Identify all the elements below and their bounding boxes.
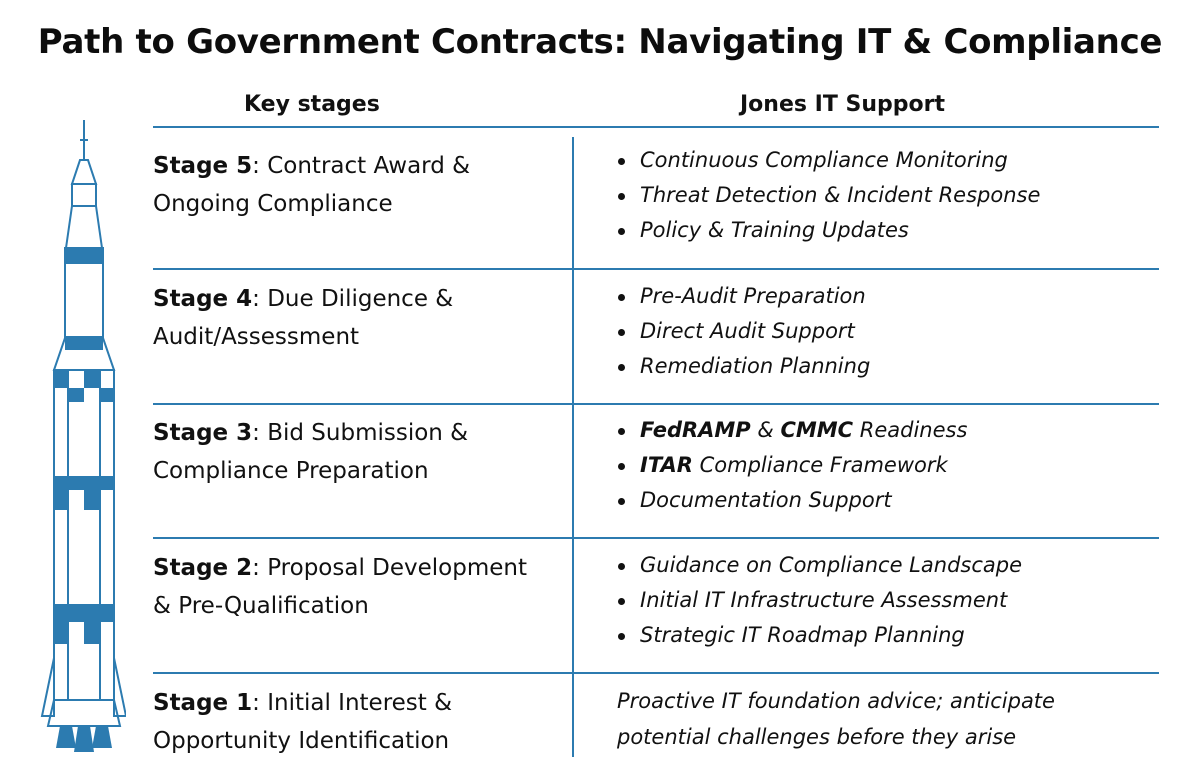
column-divider [572,137,574,757]
advice-line: Proactive IT foundation advice; anticipate [617,689,1055,713]
fedramp-term: FedRAMP [640,418,751,442]
stage-title: : Proposal Development [252,555,527,581]
stage-2-label [153,549,563,625]
list-item: Pre-Audit Preparation [612,279,1172,314]
list-item: Remediation Planning [612,349,1172,384]
list-item: Documentation Support [612,483,1172,518]
column-header-key-stages: Key stages [244,92,380,117]
stage-number: Stage 5 [153,153,253,179]
list-item: Policy & Training Updates [612,213,1172,248]
conjunction: & [750,418,781,442]
stage-5-label [153,147,563,223]
row-divider [153,537,1159,539]
cmmc-term: CMMC [780,418,854,442]
list-item: Continuous Compliance Monitoring [612,143,1172,178]
stage-title-line2: Audit/Assessment [153,324,360,350]
stage-1-advice [617,683,1157,755]
header-divider [153,126,1159,128]
list-item: Strategic IT Roadmap Planning [612,618,1172,653]
row-divider [153,672,1159,674]
itar-term: ITAR [640,453,693,477]
column-header-jones-it-support: Jones IT Support [740,92,945,117]
list-item: Initial IT Infrastructure Assessment [612,583,1172,618]
list-item [612,448,1172,483]
stage-title: : Bid Submission & [252,420,469,446]
list-item [612,413,1172,448]
stage-title: : Due Diligence & [252,286,454,312]
item-text: Compliance Framework [692,453,948,477]
stage-1-label [153,684,563,760]
item-text: Readiness [853,418,968,442]
stage-number: Stage 1 [153,690,253,716]
rocket-illustration [36,118,126,758]
stage-3-support-list [612,413,1172,518]
stage-title-line2: Compliance Preparation [153,458,429,484]
stage-number: Stage 4 [153,286,253,312]
stage-2-support-list [612,548,1172,653]
stage-title-line2: Ongoing Compliance [153,191,393,217]
list-item: Guidance on Compliance Landscape [612,548,1172,583]
page-title: Path to Government Contracts: Navigating IT & Compliance [37,22,1163,62]
list-item: Threat Detection & Incident Response [612,178,1172,213]
advice-line: potential challenges before they arise [617,725,1017,749]
stage-title-line2: Opportunity Identification [153,728,450,754]
stage-5-support-list [612,143,1172,248]
row-divider [153,403,1159,405]
stage-4-label [153,280,563,356]
list-item: Direct Audit Support [612,314,1172,349]
stage-title: : Contract Award & [252,153,471,179]
stage-4-support-list [612,279,1172,384]
stage-number: Stage 2 [153,555,253,581]
stage-number: Stage 3 [153,420,253,446]
stage-3-label [153,414,563,490]
stage-title: : Initial Interest & [252,690,453,716]
stage-title-line2: & Pre-Qualification [153,593,369,619]
row-divider [153,268,1159,270]
